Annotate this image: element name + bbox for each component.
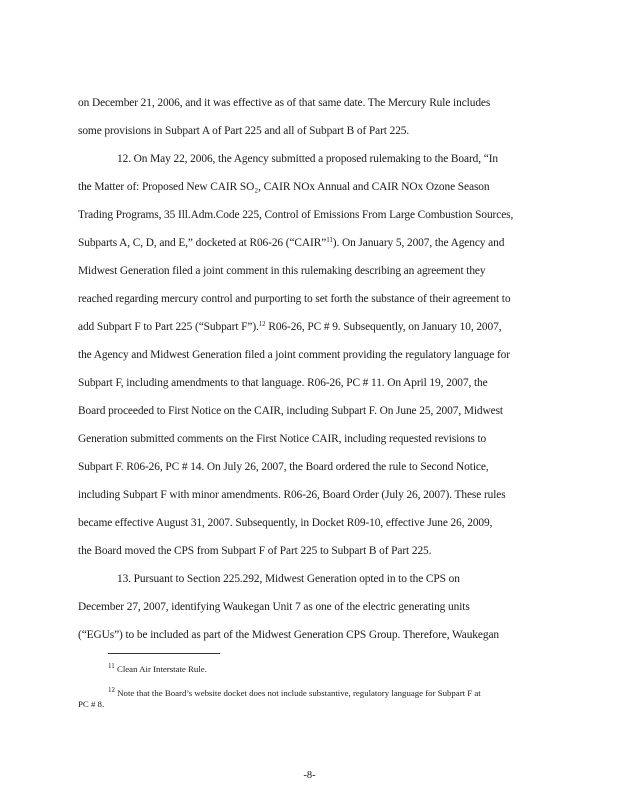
line-text: Subparts A, C, D, and E,” docketed at R06-26 (“CAIR” — [78, 237, 327, 249]
footnote-ref-11: 11 — [326, 236, 333, 244]
body-line: the Board moved the CPS from Subpart F of Part 225 to Subpart B of Part 225. — [78, 545, 432, 557]
line-text: ). On January 5, 2007, the Agency and — [332, 237, 505, 249]
body-line — [78, 236, 504, 250]
footnote-ref-12: 12 — [258, 320, 266, 328]
body-line: including Subpart F with minor amendments. R06-26, Board Order (July 26, 2007). These rules — [78, 489, 506, 501]
footnote-number: 11 — [108, 662, 115, 670]
footnote-12-continued: PC # 8. — [78, 699, 105, 709]
body-line — [78, 320, 501, 334]
body-line: the Matter of: Proposed New CAIR SO₂, CAIR NOx Annual and CAIR NOx Ozone Season — [78, 181, 490, 193]
body-line: Trading Programs, 35 Ill.Adm.Code 225, Control of Emissions From Large Combustion Sources, — [78, 209, 514, 221]
footnote-text: Clean Air Interstate Rule. — [116, 664, 207, 674]
body-line: reached regarding mercury control and purporting to set forth the substance of their agreement to — [78, 293, 511, 305]
line-text: R06-26, PC # 9. Subsequently, on January 10, 2007, — [265, 321, 502, 333]
footnote-text: Note that the Board’s website docket does not include substantive, regulatory language for Subpart F at — [117, 688, 481, 698]
line-text: add Subpart F to Part 225 (“Subpart F”). — [78, 321, 259, 333]
body-line: Subpart F. R06-26, PC # 14. On July 26, 2007, the Board ordered the rule to Second Notice, — [78, 461, 489, 473]
page-number: -8- — [303, 770, 316, 781]
body-line: (“EGUs”) to be included as part of the Midwest Generation CPS Group. Therefore, Waukegan — [78, 629, 500, 641]
body-line: on December 21, 2006, and it was effective as of that same date. The Mercury Rule includes — [78, 97, 491, 109]
footnote-12 — [108, 688, 481, 699]
body-line: Board proceeded to First Notice on the CAIR, including Subpart F. On June 25, 2007, Midwest — [78, 405, 503, 417]
body-line: Midwest Generation filed a joint comment in this rulemaking describing an agreement they — [78, 265, 486, 277]
body-line: some provisions in Subpart A of Part 225 and all of Subpart B of Part 225. — [78, 125, 410, 137]
footnote-11 — [108, 664, 207, 675]
paragraph-13-start: 13. Pursuant to Section 225.292, Midwest Generation opted in to the CPS on — [117, 573, 460, 585]
body-line: became effective August 31, 2007. Subsequently, in Docket R09-10, effective June 26, 2009, — [78, 517, 493, 529]
body-line: December 27, 2007, identifying Waukegan Unit 7 as one of the electric generating units — [78, 601, 470, 613]
body-line: the Agency and Midwest Generation filed a joint comment providing the regulatory language for — [78, 349, 510, 361]
footnote-number: 12 — [108, 686, 115, 694]
body-line: Subpart F, including amendments to that language. R06-26, PC # 11. On April 19, 2007, the — [78, 377, 488, 389]
footnote-divider — [108, 653, 220, 654]
paragraph-12-start: 12. On May 22, 2006, the Agency submitted a proposed rulemaking to the Board, “In — [117, 153, 499, 165]
body-line: Generation submitted comments on the First Notice CAIR, including requested revisions to — [78, 433, 487, 445]
